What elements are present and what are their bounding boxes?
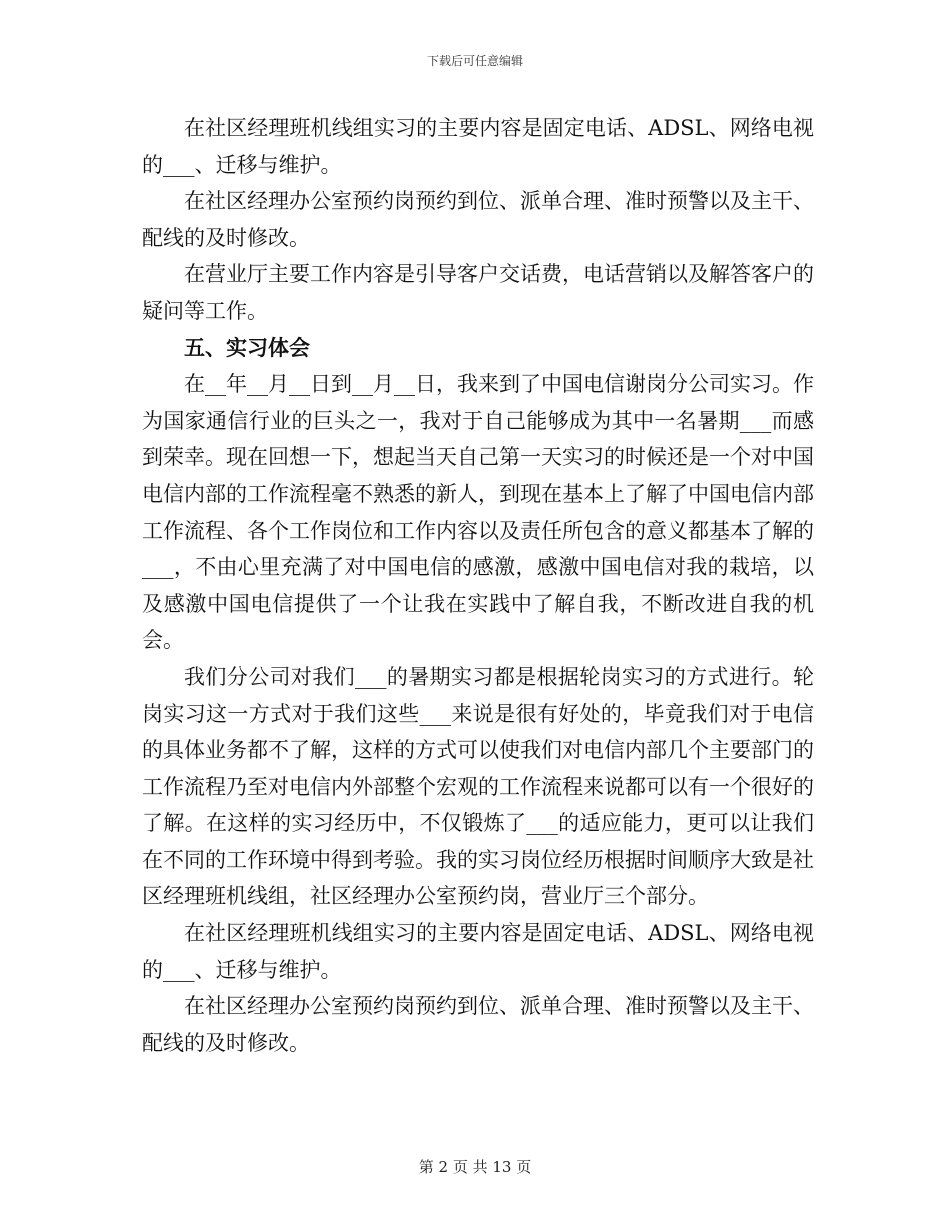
page-number: 第 2 页 共 13 页: [418, 1158, 532, 1176]
paragraph-3: 在营业厅主要工作内容是引导客户交话费，电话营销以及解答客户的疑问等工作。: [142, 262, 814, 323]
paragraph-7: 在社区经理办公室预约岗预约到位、派单合理、准时预警以及主干、配线的及时修改。: [142, 994, 814, 1055]
paragraph-1: 在社区经理班机线组实习的主要内容是固定电话、ADSL、网络电视的___、迁移与维护。: [142, 116, 814, 177]
paragraph-4: 在__年__月__日到__月__日，我来到了中国电信谢岗分公司实习。作为国家通信行业的巨头之一，我对于自己能够成为其中一名暑期___而感到荣幸。现在回想一下，想起当天自己第一天实习的时候还是一个对中国电信内部的工作流程毫不熟悉的新人，到现在基本上了解了中国电信内部工作流程、各个工作岗位和工作内容以及责任所包含的意义都基本了解的___，不由心里充满了对中国电信的感激，感激中国电信对我的栽培，以及感激中国电信提供了一个让我在实践中了解自我，不断改进自我的机会。: [142, 372, 814, 653]
page-header: 下载后可任意编辑: [426, 54, 523, 68]
paragraph-6: 在社区经理班机线组实习的主要内容是固定电话、ADSL、网络电视的___、迁移与维护。: [142, 921, 814, 982]
document-body: [142, 110, 814, 1061]
section-heading: 五、实习体会: [184, 335, 310, 360]
paragraph-5: 我们分公司对我们___的暑期实习都是根据轮岗实习的方式进行。轮岗实习这一方式对于我们这些___来说是很有好处的，毕竟我们对于电信的具体业务都不了解，这样的方式可以使我们对电信内部几个主要部门的工作流程乃至对电信内外部整个宏观的工作流程来说都可以有一个很好的了解。在这样的实习经历中，不仅锻炼了___的适应能力，更可以让我们在不同的工作环境中得到考验。我的实习岗位经历根据时间顺序大致是社区经理班机线组，社区经理办公室预约岗，营业厅三个部分。: [142, 664, 814, 909]
paragraph-2: 在社区经理办公室预约岗预约到位、派单合理、准时预警以及主干、配线的及时修改。: [142, 189, 814, 250]
